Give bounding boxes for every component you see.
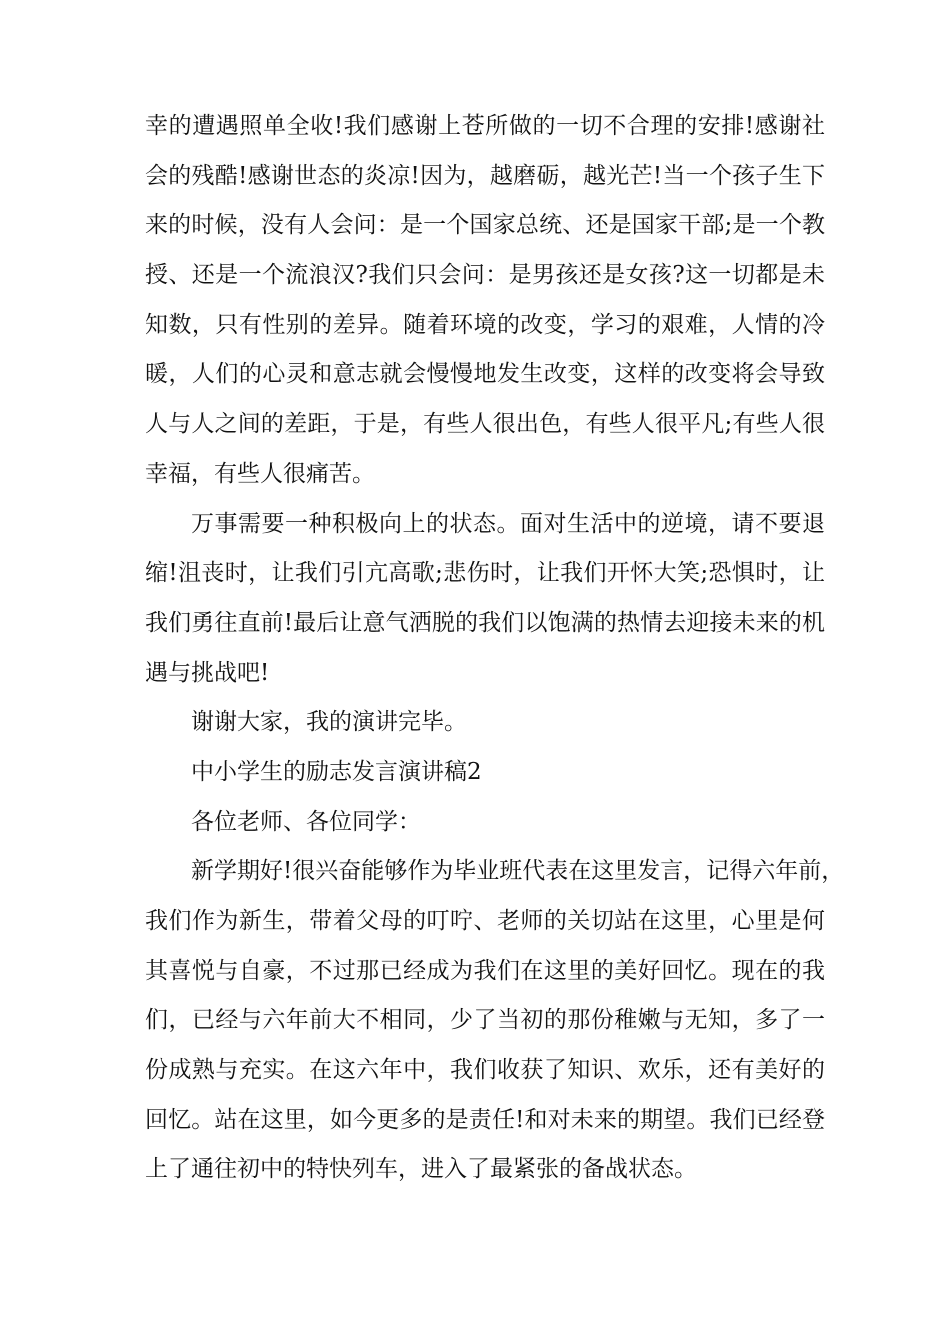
text-line: 来的时候，没有人会问：是一个国家总统、还是国家干部;是一个教: [145, 212, 825, 239]
text-line: 授、还是一个流浪汉?我们只会问：是男孩还是女孩?这一切都是未: [145, 262, 825, 289]
closing-line: 谢谢大家，我的演讲完毕。: [191, 709, 467, 736]
text-line: 回忆。站在这里，如今更多的是责任!和对未来的期望。我们已经登: [145, 1106, 825, 1133]
text-line: 缩!沮丧时，让我们引亢高歌;悲伤时，让我们开怀大笑;恐惧时，让: [145, 560, 825, 587]
text-line: 份成熟与充实。在这六年中，我们收获了知识、欢乐，还有美好的: [145, 1057, 825, 1084]
paragraph-start-line: 新学期好!很兴奋能够作为毕业班代表在这里发言，记得六年前，: [191, 858, 845, 885]
text-line: 遇与挑战吧!: [145, 659, 270, 686]
document-body: [145, 102, 845, 1195]
text-line: 其喜悦与自豪，不过那已经成为我们在这里的美好回忆。现在的我: [145, 957, 825, 984]
section-title: 中小学生的励志发言演讲稿2: [191, 758, 482, 785]
text-line: 幸福，有些人很痛苦。: [145, 460, 375, 487]
text-line: 知数，只有性别的差异。随着环境的改变，学习的艰难，人情的冷: [145, 311, 825, 338]
text-line: 上了通往初中的特快列车，进入了最紧张的备战状态。: [145, 1156, 697, 1183]
text-line: 我们勇往直前!最后让意气洒脱的我们以饱满的热情去迎接未来的机: [145, 609, 825, 636]
text-line: 我们作为新生，带着父母的叮咛、老师的关切站在这里，心里是何: [145, 908, 825, 934]
paragraph-start-line: 万事需要一种积极向上的状态。面对生活中的逆境，请不要退: [191, 510, 825, 537]
salutation-line: 各位老师、各位同学：: [191, 808, 421, 835]
text-line: 会的残酷!感谢世态的炎凉!因为，越磨砺，越光芒!当一个孩子生下: [145, 162, 825, 189]
text-line: 们，已经与六年前大不相同，少了当初的那份稚嫩与无知，多了一: [145, 1007, 825, 1034]
text-line: 人与人之间的差距，于是，有些人很出色，有些人很平凡;有些人很: [145, 411, 825, 438]
text-line: 暖，人们的心灵和意志就会慢慢地发生改变，这样的改变将会导致: [145, 361, 825, 388]
text-line: 幸的遭遇照单全收!我们感谢上苍所做的一切不合理的安排!感谢社: [145, 113, 825, 139]
